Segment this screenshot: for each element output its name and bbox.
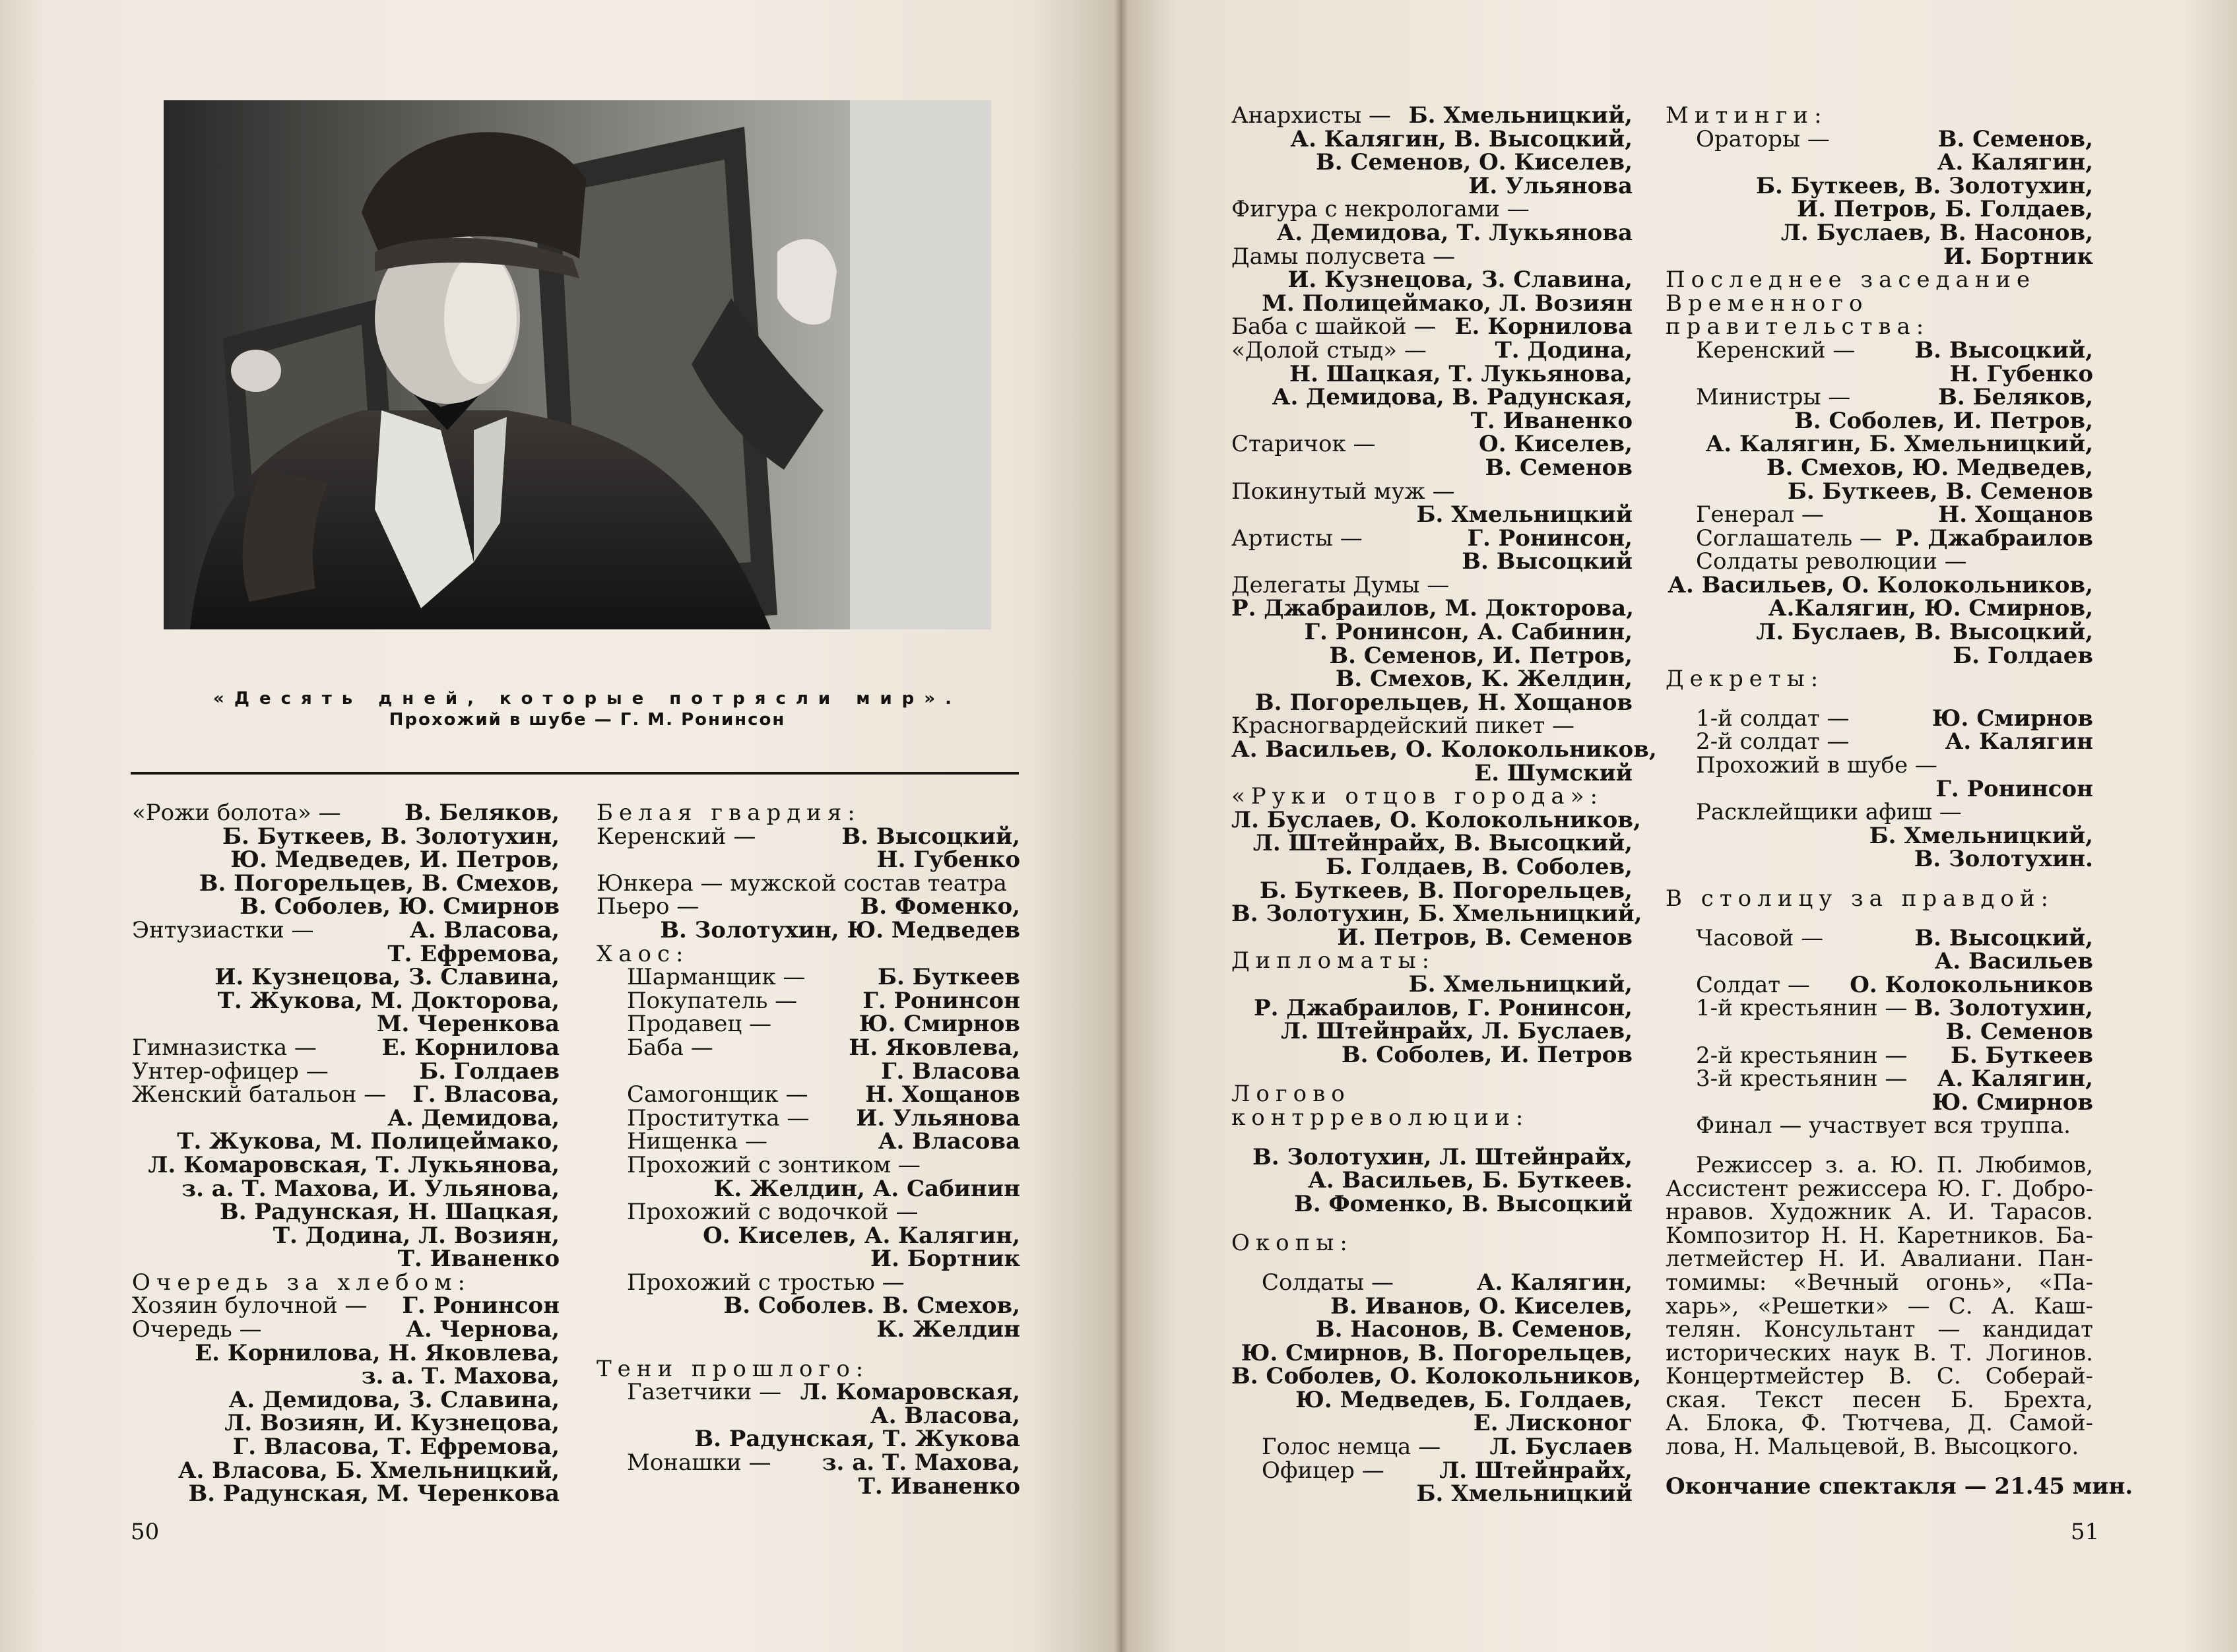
performer-names: Л. Возиян, И. Кузнецова, — [224, 1410, 560, 1437]
role-label: Гимназистка — — [132, 1034, 317, 1061]
role-label: 2-й крестьянин — — [1696, 1042, 1908, 1069]
photo-caption-subtitle: Прохожий в шубе — Г. М. Ронинсон — [389, 710, 786, 730]
credits-line: Ассистент режиссера Ю. Г. Добро- — [1666, 1175, 2093, 1202]
performer-names: Г. Власова, — [412, 1081, 560, 1108]
performer-names: Л. Комаровская, — [800, 1379, 1020, 1406]
performer-names: Б. Хмельницкий — [1416, 1480, 1633, 1508]
cast-entry — [597, 1083, 1020, 1107]
cast-entry — [1231, 315, 1633, 339]
spacer — [1231, 1130, 1633, 1146]
performer-names: Б. Хмельницкий, — [1408, 102, 1633, 129]
performer-names: Л. Буслаев, О. Колокольников, — [1231, 806, 1641, 833]
performer-names: В. Семенов, — [1937, 125, 2093, 152]
scene-heading: Декреты: — [1666, 666, 1825, 693]
performer-names: Н. Шацкая, Т. Лукьянова, — [1289, 360, 1633, 387]
performer-names: М. Черенкова — [376, 1011, 560, 1038]
performer-names: А. Калягин, — [1937, 149, 2093, 176]
performer-names: Е. Корнилова, Н. Яковлева, — [195, 1339, 560, 1366]
credits-line: Концертмейстер В. С. Соберай- — [1666, 1363, 2093, 1390]
credits-line: харь», «Решетки» — С. А. Каш- — [1666, 1292, 2093, 1319]
performer-names: Г. Ронинсон, — [1467, 524, 1633, 552]
performer-names: А. Власова, — [410, 916, 560, 943]
performer-names: В. Радунская, М. Черенкова — [188, 1480, 560, 1508]
performer-names: Б. Голдаев — [1953, 642, 2093, 669]
cast-entry — [1231, 524, 1633, 552]
performer-names: И. Ульянова — [1468, 172, 1633, 199]
cast-entry — [597, 1381, 1020, 1405]
cast-entry — [597, 1104, 1020, 1131]
scene-heading: правительства: — [1666, 313, 1930, 340]
credits-line: томимы: «Вечный огонь», «Па- — [1666, 1269, 2093, 1296]
performer-names: В. Золотухин, Ю. Медведев — [660, 916, 1020, 943]
performer-names: А. Васильев, Б. Буткеев. — [1308, 1167, 1633, 1194]
cast-entry — [597, 1130, 1020, 1154]
performer-names: Ю. Смирнов — [1931, 1089, 2093, 1116]
role-label: Расклейщики афиш — — [1696, 799, 1962, 826]
credits-line: исторических наук В. Т. Логинов. — [1666, 1339, 2093, 1366]
role-label: Проститутка — — [627, 1104, 810, 1131]
credits-line: ская. Текст песен Б. Брехта, — [1666, 1386, 2093, 1413]
cast-entry — [1666, 997, 2093, 1021]
scene-heading: Дипломаты: — [1231, 947, 1436, 974]
performer-names: В. Семенов, О. Киселев, — [1316, 149, 1633, 176]
performer-names: В. Беляков, — [1938, 384, 2093, 411]
performer-names: А. Калягин — [1945, 728, 2093, 755]
performer-names: Т. Иваненко — [1470, 407, 1633, 434]
performer-names: Л. Буслаев, В. Высоцкий, — [1756, 619, 2093, 646]
credits-line: лова, Н. Мальцевой, В. Высоцкого. — [1666, 1434, 2079, 1461]
scene-heading: контрреволюции: — [1231, 1104, 1530, 1131]
performer-names: Б. Буткеев, В. Золотухин, — [1755, 172, 2093, 199]
performer-names: Г. Ронинсон, А. Сабинин, — [1304, 619, 1633, 646]
cast-entry — [132, 1318, 560, 1342]
performer-names: И. Кузнецова, З. Славина, — [214, 964, 560, 991]
role-label: Прохожий с водочкой — — [627, 1199, 919, 1226]
book-gutter — [1114, 0, 1128, 1652]
cast-entry — [1666, 1044, 2093, 1068]
role-label: Покупатель — — [627, 987, 798, 1014]
role-label: Покинутый муж — — [1231, 478, 1455, 505]
credits-paragraph — [1666, 1151, 2093, 1461]
performer-names: В. Фоменко, — [860, 893, 1020, 920]
performer-names: Ю. Смирнов — [859, 1011, 1020, 1038]
role-label: 3-й крестьянин — — [1696, 1065, 1908, 1093]
performer-names: Г. Ронинсон — [862, 987, 1020, 1014]
role-label: Пьеро — — [597, 893, 699, 920]
cast-entry — [1231, 1271, 1633, 1295]
photo-actor-in-fur-coat — [164, 100, 991, 629]
performer-names: А. Васильев, О. Колокольников, — [1231, 736, 1657, 763]
performer-names: Г. Власова — [881, 1058, 1020, 1085]
cast-entry — [1231, 1459, 1633, 1483]
performer-names: А. Васильев — [1934, 948, 2093, 975]
performer-names: В. Соболев, Ю. Смирнов — [240, 893, 560, 920]
performer-names: Ю. Смирнов — [1931, 705, 2093, 732]
cast-entry — [597, 1451, 1020, 1475]
performer-names: Е. Шумский — [1474, 759, 1633, 786]
performer-names: В. Насонов, В. Семенов, — [1315, 1316, 1633, 1343]
role-label: Унтер-офицер — — [132, 1058, 329, 1085]
role-label: Нищенка — — [627, 1128, 768, 1155]
performer-names: Г. Ронинсон — [1935, 775, 2093, 802]
performer-names: В. Семенов, И. Петров, — [1329, 642, 1633, 669]
role-label: Генерал — — [1696, 501, 1824, 528]
page-number-right: 51 — [2071, 1519, 2100, 1545]
credits-line: летмейстер Н. И. Авалиани. Пан- — [1666, 1246, 2093, 1273]
performer-names: В. Соболев, И. Петров — [1341, 1041, 1633, 1068]
performer-names: з. а. Т. Махова, — [361, 1363, 560, 1390]
performer-names: Л. Штейнрайх, В. Высоцкий, — [1252, 830, 1633, 857]
cast-entry — [1666, 336, 2093, 364]
performer-names: В. Иванов, О. Киселев, — [1330, 1292, 1633, 1319]
scene-heading: Митинги: — [1666, 102, 1828, 129]
cast-entry — [597, 895, 1020, 919]
performer-names: Н. Яковлева, — [849, 1034, 1020, 1061]
role-label: Прохожий с зонтиком — — [627, 1151, 921, 1178]
credits-line: Композитор Н. Н. Каретников. Ба- — [1666, 1222, 2093, 1249]
performer-names: А. Власова — [878, 1128, 1020, 1155]
credits-line: Режиссер з. а. Ю. П. Любимов, — [1696, 1151, 2093, 1178]
cast-entry — [1666, 503, 2093, 527]
performer-names: А. Демидова, В. Радунская, — [1272, 384, 1633, 411]
performer-names: Н. Губенко — [1949, 360, 2093, 387]
cast-entry — [1666, 386, 2093, 410]
performer-names: А. Калягин, В. Высоцкий, — [1290, 125, 1633, 152]
performer-names: Ю. Смирнов, В. Погорельцев, — [1241, 1339, 1633, 1366]
cast-list-right-2 — [1666, 104, 2093, 1138]
performer-names: А. Калягин, Б. Хмельницкий, — [1705, 431, 2093, 458]
scene-heading: Окопы: — [1231, 1230, 1353, 1257]
performer-names: А. Васильев, О. Колокольников, — [1668, 571, 2093, 598]
performer-names: В. Высоцкий, — [1914, 336, 2093, 364]
performer-names: В. Смехов, Ю. Медведев, — [1766, 454, 2093, 481]
performer-names: В. Золотухин, Л. Штейнрайх, — [1252, 1143, 1633, 1170]
performer-names: Е. Лисконог — [1473, 1410, 1633, 1437]
role-label: Самогонщик — — [627, 1081, 808, 1108]
spacer — [1666, 911, 2093, 927]
performer-names: Б. Буткеев, В. Семенов — [1787, 478, 2093, 505]
role-label: Голос немца — — [1262, 1434, 1441, 1461]
performer-names: Б. Голдаев — [419, 1058, 560, 1085]
performer-names: Т. Ефремова, — [387, 940, 560, 967]
scene-heading: Последнее заседание — [1666, 267, 2036, 294]
cast-entry — [597, 987, 1020, 1014]
performer-names: В. Высоцкий — [1462, 548, 1633, 575]
scene-heading: Логово — [1231, 1081, 1351, 1108]
role-label: «Рожи болота» — — [132, 800, 341, 826]
role-label: 1-й крестьянин — — [1696, 995, 1908, 1022]
cast-entry — [1666, 524, 2093, 552]
performer-names: К. Желдин, А. Сабинин — [713, 1175, 1020, 1202]
performer-names: А. Калягин, — [1476, 1269, 1633, 1296]
credits-line: телян. Консультант — кандидат — [1666, 1316, 2093, 1343]
role-label: Шарманщик — — [627, 964, 806, 991]
performer-names: И. Ульянова — [856, 1104, 1020, 1131]
role-label: «Долой стыд» — — [1231, 336, 1427, 364]
performer-names: А. Демидова, Т. Лукьянова — [1276, 219, 1633, 246]
cast-column-left-1 — [132, 802, 560, 1506]
performer-names: Б. Буткеев, В. Золотухин, — [222, 823, 560, 850]
performer-names: Т. Додина, Л. Возиян, — [273, 1222, 560, 1249]
role-label: Офицер — — [1262, 1457, 1384, 1484]
performer-names: И. Кузнецова, З. Славина, — [1287, 267, 1633, 294]
role-label: Министры — — [1696, 384, 1851, 411]
performer-names: з. а. Т. Махова, И. Ульянова, — [181, 1175, 560, 1202]
credits-line: А. Блока, Ф. Тютчева, Д. Самой- — [1666, 1410, 2093, 1437]
performer-names: Л. Буслаев — [1489, 1434, 1633, 1461]
credits-line: нравов. Художник А. И. Тарасов. — [1666, 1199, 2093, 1226]
role-label: Ораторы — — [1696, 125, 1830, 152]
cast-entry — [132, 1083, 560, 1107]
cast-entry — [597, 1036, 1020, 1060]
role-label: Продавец — — [627, 1011, 772, 1038]
performer-names: А. Демидова, З. Славина, — [228, 1386, 560, 1413]
cast-entry — [1666, 125, 2093, 152]
cast-column-left-2 — [597, 802, 1020, 1498]
photo-caption-title: «Десять дней, которые потрясли мир». — [213, 689, 961, 709]
role-label: Солдат — — [1696, 971, 1810, 998]
performer-names: Л. Комаровская, Т. Лукьянова, — [148, 1151, 560, 1178]
performer-names: Б. Буткеев, В. Погорельцев, — [1259, 877, 1633, 904]
role-label: Баба — — [627, 1034, 713, 1061]
role-label: Старичок — — [1231, 431, 1376, 458]
performer-names: О. Колокольников — [1850, 971, 2093, 998]
cast-entry — [132, 802, 560, 825]
role-label: Финал — участвует вся труппа. — [1696, 1112, 2071, 1139]
cast-entry — [1231, 433, 1633, 457]
role-label: Монашки — — [627, 1449, 771, 1477]
performer-names: А. Демидова, — [387, 1104, 560, 1131]
cast-column-right-1 — [1231, 102, 1657, 1508]
performer-names: Б. Голдаев, В. Соболев, — [1325, 854, 1633, 880]
role-label: Дамы полусвета — — [1231, 243, 1456, 270]
performer-names: И. Бортник — [1943, 243, 2093, 270]
performer-names: А. Калягин, — [1937, 1065, 2093, 1093]
performer-names: Ю. Медведев, Б. Голдаев, — [1295, 1386, 1633, 1413]
cast-entry — [132, 1036, 560, 1060]
role-label: Прохожий с тростью — — [627, 1269, 905, 1296]
performer-names: Л. Буслаев, В. Насонов, — [1780, 219, 2093, 246]
role-label: Фигура с некрологами — — [1231, 196, 1530, 223]
role-label: Женский батальон — — [132, 1081, 387, 1108]
performer-names: Е. Корнилова — [381, 1034, 560, 1061]
scene-heading: Белая гвардия: — [597, 800, 861, 826]
role-label: 1-й солдат — — [1696, 705, 1850, 732]
performer-names: И. Петров, В. Семенов — [1337, 924, 1633, 951]
cast-entry — [1666, 1067, 2093, 1091]
performer-names: В. Золотухин, Б. Хмельницкий, — [1231, 901, 1642, 928]
performer-names: Б. Хмельницкий, — [1408, 970, 1633, 998]
page-right — [1120, 0, 2237, 1652]
performer-names: Г. Ронинсон — [402, 1292, 560, 1319]
performer-names: Г. Власова, Т. Ефремова, — [232, 1434, 560, 1461]
performer-names: Л. Штейнрайх, — [1439, 1457, 1633, 1484]
performer-names: Н. Хощанов — [865, 1081, 1020, 1108]
role-label: Соглашатель — — [1696, 524, 1882, 552]
performer-names: М. Полицеймако, Л. Возиян — [1262, 290, 1633, 317]
cast-entry — [597, 1013, 1020, 1036]
performer-names: В. Высоцкий, — [1914, 924, 2093, 951]
cast-entry — [597, 825, 1020, 849]
cast-entry — [1666, 924, 2093, 951]
performer-names: Т. Иваненко — [397, 1246, 560, 1273]
performer-names: В. Погорельцев, В. Смехов, — [199, 870, 560, 897]
cast-entry — [1666, 730, 2093, 754]
performance-end-time: Окончание спектакля — 21.45 мин. — [1666, 1473, 2133, 1500]
scene-heading: Тени прошлого: — [597, 1355, 870, 1382]
role-label: 2-й солдат — — [1696, 728, 1850, 755]
role-label: Солдаты — — [1262, 1269, 1394, 1296]
role-label: Керенский — — [1696, 336, 1856, 364]
role-label: Юнкера — мужской состав театра — [597, 870, 1007, 897]
performer-names: В. Семенов — [1485, 454, 1633, 481]
performer-names: з. а. Т. Махова, — [822, 1449, 1020, 1477]
scene-heading: Временного — [1666, 290, 1869, 317]
cast-column-right-2 — [1666, 102, 2133, 1500]
role-label: Делегаты Думы — — [1231, 571, 1450, 598]
performer-names: Р. Джабраилов, М. Докторова, — [1231, 595, 1634, 622]
performer-names: Т. Жукова, М. Докторова, — [217, 987, 560, 1014]
performer-names: В. Беляков, — [405, 800, 560, 826]
performer-names: Н. Губенко — [876, 846, 1020, 874]
cast-entry — [1231, 104, 1633, 128]
role-label: Очередь — — [132, 1316, 262, 1343]
performer-names: В. Погорельцев, Н. Хощанов — [1254, 689, 1633, 716]
performer-names: Т. Жукова, М. Полицеймако, — [177, 1128, 560, 1155]
cast-entry — [597, 966, 1020, 990]
role-label: Солдаты революции — — [1696, 548, 1967, 575]
scene-heading: «Руки отцов города»: — [1231, 783, 1604, 810]
performer-names: А. Власова, — [870, 1402, 1020, 1429]
performer-names: Б. Хмельницкий — [1416, 501, 1633, 528]
performer-names: В. Соболев. В. Смехов, — [723, 1292, 1020, 1319]
performer-names: К. Желдин — [876, 1316, 1020, 1343]
role-label: Красногвардейский пикет — — [1231, 713, 1574, 740]
performer-names: О. Киселев, А. Калягин, — [703, 1222, 1020, 1249]
cast-entry — [1231, 336, 1633, 364]
performer-names: В. Смехов, К. Желдин, — [1335, 666, 1633, 693]
performer-names: Е. Корнилова — [1454, 313, 1633, 340]
scene-heading: Хаос: — [597, 940, 690, 967]
page-number-left: 50 — [131, 1519, 160, 1545]
performer-names: В. Фоменко, В. Высоцкий — [1293, 1190, 1633, 1217]
performer-names: В. Высоцкий, — [841, 823, 1020, 850]
production-photo — [164, 100, 991, 629]
performer-names: А. Власова, Б. Хмельницкий, — [178, 1457, 560, 1484]
performer-names: Б. Буткеев — [877, 964, 1020, 991]
performer-names: Ю. Медведев, И. Петров, — [230, 846, 560, 874]
role-label: Керенский — — [597, 823, 756, 850]
performer-names: И. Бортник — [870, 1246, 1020, 1273]
performer-names: В. Радунская, Н. Шацкая, — [220, 1199, 560, 1226]
performer-names: Т. Додина, — [1495, 336, 1633, 364]
performer-names: В. Соболев, О. Колокольников, — [1231, 1363, 1642, 1390]
cast-entry — [132, 1060, 560, 1084]
role-label: Прохожий в шубе — — [1696, 752, 1937, 779]
performer-names: Л. Штейнрайх, Л. Буслаев, — [1281, 1018, 1633, 1045]
role-label: Анархисты — — [1231, 102, 1392, 129]
cast-entry — [1666, 971, 2093, 998]
performer-names: В. Золотухин, — [1914, 995, 2093, 1022]
performer-names: Т. Иваненко — [858, 1473, 1020, 1500]
scene-heading: В столицу за правдой: — [1666, 885, 2055, 912]
performer-names: Б. Хмельницкий, — [1869, 822, 2093, 849]
performer-names: В. Золотухин. — [1914, 846, 2093, 873]
cast-entry — [132, 1294, 560, 1318]
performer-names: В. Семенов — [1945, 1018, 2093, 1045]
cast-entry — [1231, 1436, 1633, 1459]
cast-entry — [1666, 707, 2093, 731]
performer-names: В. Соболев, И. Петров, — [1794, 407, 2093, 434]
performer-names: О. Киселев, — [1479, 431, 1633, 458]
role-label: Артисты — — [1231, 524, 1363, 552]
performer-names: А.Калягин, Ю. Смирнов, — [1768, 595, 2093, 622]
performer-names: И. Петров, Б. Голдаев, — [1797, 196, 2093, 223]
role-label: Газетчики — — [627, 1379, 782, 1406]
scene-heading: Очередь за хлебом: — [132, 1269, 471, 1296]
cast-entry — [132, 916, 560, 943]
performer-names: Р. Джабраилов, Г. Ронинсон, — [1254, 994, 1633, 1021]
performer-names: А. Чернова, — [406, 1316, 560, 1343]
role-label: Хозяин булочной — — [132, 1292, 368, 1319]
performer-names: В. Радунская, Т. Жукова — [694, 1426, 1020, 1453]
performer-names: Б. Буткеев — [1950, 1042, 2093, 1069]
performer-names: Р. Джабраилов — [1895, 524, 2093, 552]
role-label: Часовой — — [1696, 924, 1824, 951]
role-label: Баба с шайкой — — [1231, 313, 1437, 340]
role-label: Энтузиастки — — [132, 916, 314, 943]
performer-names: Н. Хощанов — [1938, 501, 2093, 528]
section-divider — [131, 772, 1019, 775]
